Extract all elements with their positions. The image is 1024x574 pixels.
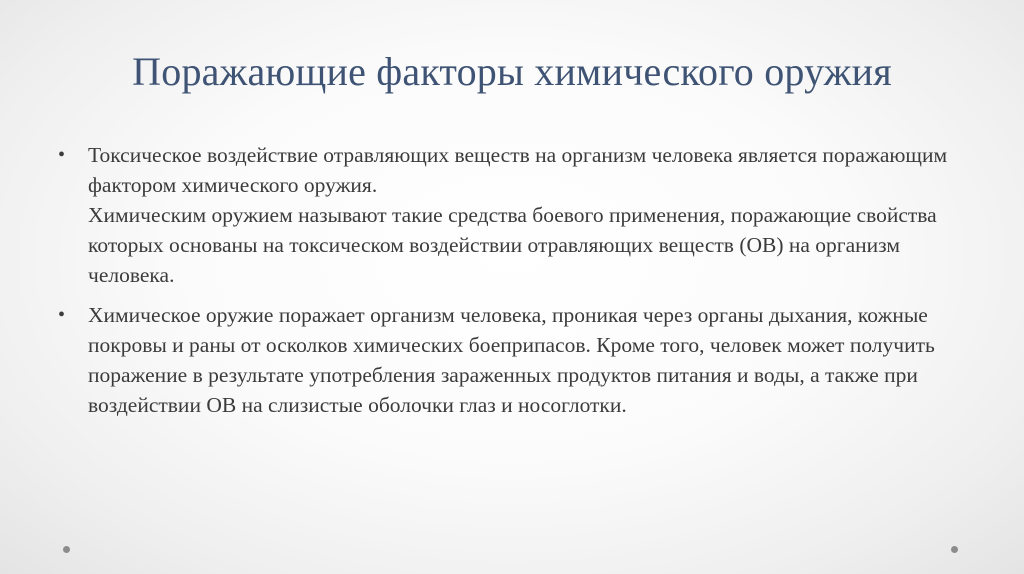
slide-title: Поражающие факторы химического оружия	[132, 49, 892, 94]
nav-dot-right-icon[interactable]	[951, 546, 958, 553]
bullet-1-paragraph-1: Токсическое воздействие отравляющих веществ на организм человека является поражающим фактором химического оружия.	[88, 143, 948, 197]
slide-content	[58, 140, 978, 430]
bullet-1-paragraph-2: Химическим оружием называют такие средства боевого применения, поражающие свойства которых основаны на токсическом воздействии отравляющих веществ (ОВ) на организм человека.	[88, 203, 937, 287]
bullet-item-1	[58, 140, 978, 290]
bullet-marker: •	[58, 144, 66, 166]
bullet-marker: •	[58, 304, 66, 326]
bullet-item-2	[58, 300, 978, 420]
nav-dot-left-icon[interactable]	[63, 546, 70, 553]
bullet-2-paragraph-1: Химическое оружие поражает организм человека, проникая через органы дыхания, кожные покровы и раны от осколков химических боеприпасов. Кроме того, человек может получить поражение в результате употребления зараженных продуктов питания и воды, а также при воздействии ОВ на слизистые оболочки глаз и носоглотки.	[88, 303, 935, 417]
